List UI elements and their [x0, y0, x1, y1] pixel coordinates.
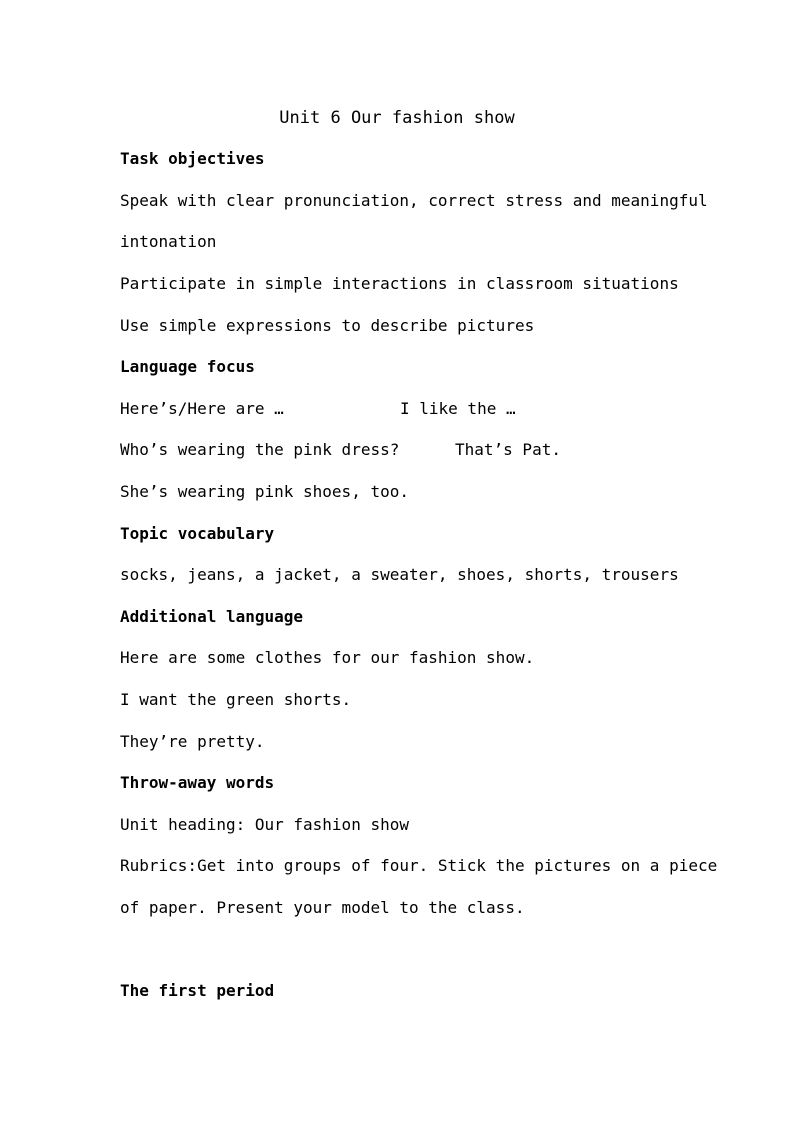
language-focus-row2-right: That’s Pat. — [455, 440, 561, 459]
additional-language-line-2: I want the green shorts. — [120, 690, 352, 709]
language-focus-row1-right: I like the … — [400, 399, 516, 418]
language-focus-heading: Language focus — [120, 357, 255, 376]
throw-away-words-heading: Throw-away words — [120, 773, 275, 792]
throw-away-words-line-1: Unit heading: Our fashion show — [120, 815, 409, 834]
throw-away-words-line-2: Rubrics:Get into groups of four. Stick the pictures on a piece — [120, 856, 718, 875]
topic-vocabulary-heading: Topic vocabulary — [120, 524, 275, 543]
language-focus-row2-left: Who’s wearing the pink dress? — [120, 440, 400, 459]
first-period-heading: The first period — [120, 981, 275, 1000]
task-objective-line-3: Participate in simple interactions in classroom situations — [120, 274, 679, 293]
throw-away-words-line-3: of paper. Present your model to the class. — [120, 898, 525, 917]
task-objective-line-4: Use simple expressions to describe pictures — [120, 316, 535, 335]
language-focus-row3: She’s wearing pink shoes, too. — [120, 482, 409, 501]
task-objective-line-2: intonation — [120, 232, 217, 251]
task-objective-line-1: Speak with clear pronunciation, correct stress and meaningful — [120, 191, 708, 210]
language-focus-row1-left: Here’s/Here are … — [120, 399, 284, 418]
page-title: Unit 6 Our fashion show — [279, 108, 515, 128]
additional-language-line-3: They’re pretty. — [120, 732, 265, 751]
additional-language-heading: Additional language — [120, 607, 304, 626]
task-objectives-heading: Task objectives — [120, 149, 265, 168]
topic-vocabulary-line-1: socks, jeans, a jacket, a sweater, shoes, shorts, trousers — [120, 565, 679, 584]
additional-language-line-1: Here are some clothes for our fashion show. — [120, 648, 535, 667]
